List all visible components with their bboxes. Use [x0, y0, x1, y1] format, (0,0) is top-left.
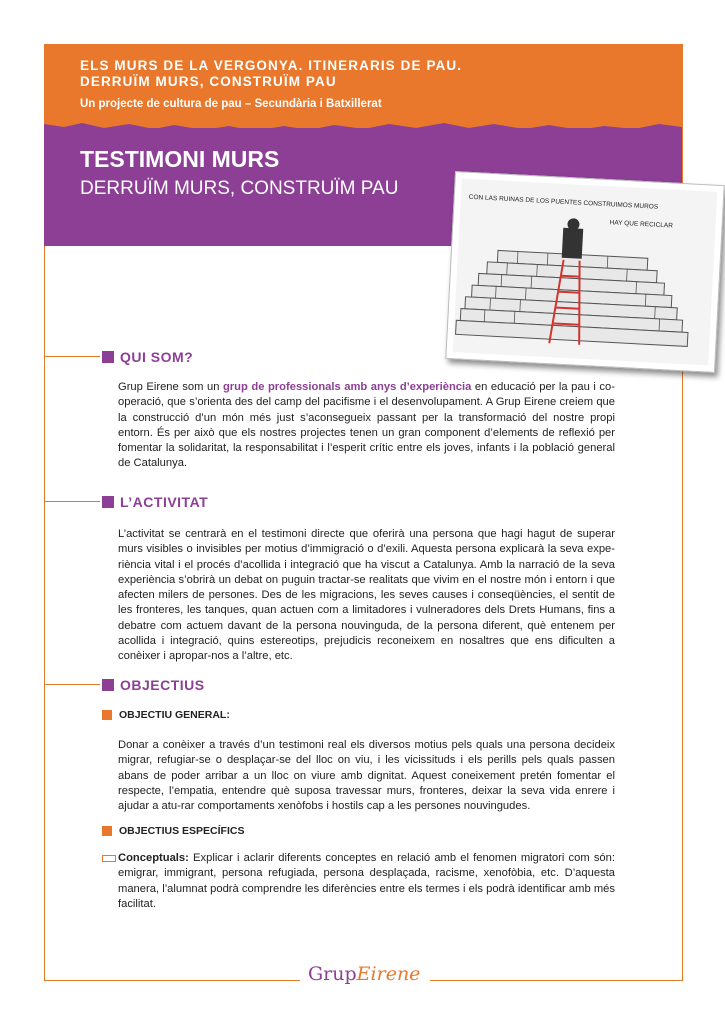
square-bullet-icon — [102, 496, 114, 508]
activitat-paragraph: L’activitat se centrarà en el testimoni directe que oferirà una persona que hagi hagut de superar murs visibles o invisibles per motius d’immigració o d’exili. Aquesta persona explicarà la seva expe-riència vital i el procés d’acollida i integració que ha viscut a Catalunya. Amb la narració de la seva experiència s’obrirà un debat on puguin tractar-se realitats que vivim en el nostre món i entorn i que afecten milers de persones. Des de les migracions, les seves causes i conseqüències, el sentit de les fronteres, les tanques, quan actuen com a limitadores i vulneradores dels Drets Humans, fins a debatre com actuem davant de la persona nouvinguda, de la persona diferent, què entenem per acollida i integració, quins estereotips, prejudicis reconeixem en nosaltres que ens dificulten a conèixer i apropar-nos a l’altre, etc. — [118, 528, 615, 663]
section-rule — [44, 501, 100, 502]
cartoon-caption-2: HAY QUE RECICLAR — [609, 219, 674, 230]
cartoon-caption-1: CON LAS RUINAS DE LOS PUENTES CONSTRUIMOS MUROS — [468, 193, 659, 211]
cartoon-image — [445, 171, 724, 373]
objectius-especifics-heading: OBJECTIUS ESPECÍFICS — [102, 825, 244, 837]
section-rule — [44, 356, 100, 357]
outline-bullet-icon — [102, 855, 116, 862]
square-bullet-icon — [102, 710, 112, 720]
footer-rule-right — [430, 980, 682, 981]
footer-rule-left — [44, 980, 300, 981]
page-subtitle: DERRUÏM MURS, CONSTRUÏM PAU — [80, 178, 399, 199]
square-bullet-icon — [102, 826, 112, 836]
header-subtitle: Un projecte de cultura de pau – Secundària i Batxillerat — [80, 98, 382, 110]
header-kicker: ELS MURS DE LA VERGONYA. ITINERARIS DE PAU. DERRUÏM MURS, CONSTRUÏM PAU — [80, 58, 463, 89]
square-bullet-icon — [102, 679, 114, 691]
conceptuals-paragraph: Conceptuals: Explicar i aclarir diferents conceptes en relació amb el fenomen migratori com són: emigrar, immigrant, persona refugiada, persona desplaçada, racisme, xenofòbia, etc. D’aquesta manera, l’alumnat podrà comprendre les diferències entre els termes i els podrà identificar amb més facilitat. — [118, 852, 615, 910]
section-heading-activitat: L’ACTIVITAT — [102, 494, 208, 510]
grup-eirene-logo: GrupEirene — [308, 963, 421, 985]
section-heading-qui-som: QUI SOM? — [102, 349, 193, 365]
objectiu-general-paragraph: Donar a conèixer a través d’un testimoni real els diversos motius pels quals una persona decideix migrar, refugiar-se o desplaçar-se del lloc on viu, i les vicissituds i els perills pels quals passen abans de poder arribar a un lloc on viure amb dignitat. Aquest coneixement pretén fomentar el respecte, l’empatia, entendre què suposa travessar murs, fronteres, deixar la seva vida enrere i ajudar a atu-rar comportaments xenòfobs i hostils cap a les persones nouvingudes. — [118, 739, 615, 813]
torn-paper-edge — [44, 118, 682, 138]
section-heading-objectius: OBJECTIUS — [102, 677, 205, 693]
qui-som-paragraph: Grup Eirene som un grup de professionals amb anys d’experiència en educació per la pau i co-operació, que s’orienta des del camp del pacifisme i el desenvolupament. A Grup Eirene creiem que la construcció d’un món més just s’aconsegueix passant per la transformació del nostre propi entorn. És per això que els nostres projectes tenen un gran component d’elements de reflexió per fomentar la solidaritat, la responsabilitat i l’esperit crític entre els joves, infants i la població general de Catalunya. — [118, 381, 615, 470]
page-title: TESTIMONI MURS — [80, 146, 280, 172]
square-bullet-icon — [102, 351, 114, 363]
objectiu-general-heading: OBJECTIU GENERAL: — [102, 709, 230, 721]
section-rule — [44, 684, 100, 685]
